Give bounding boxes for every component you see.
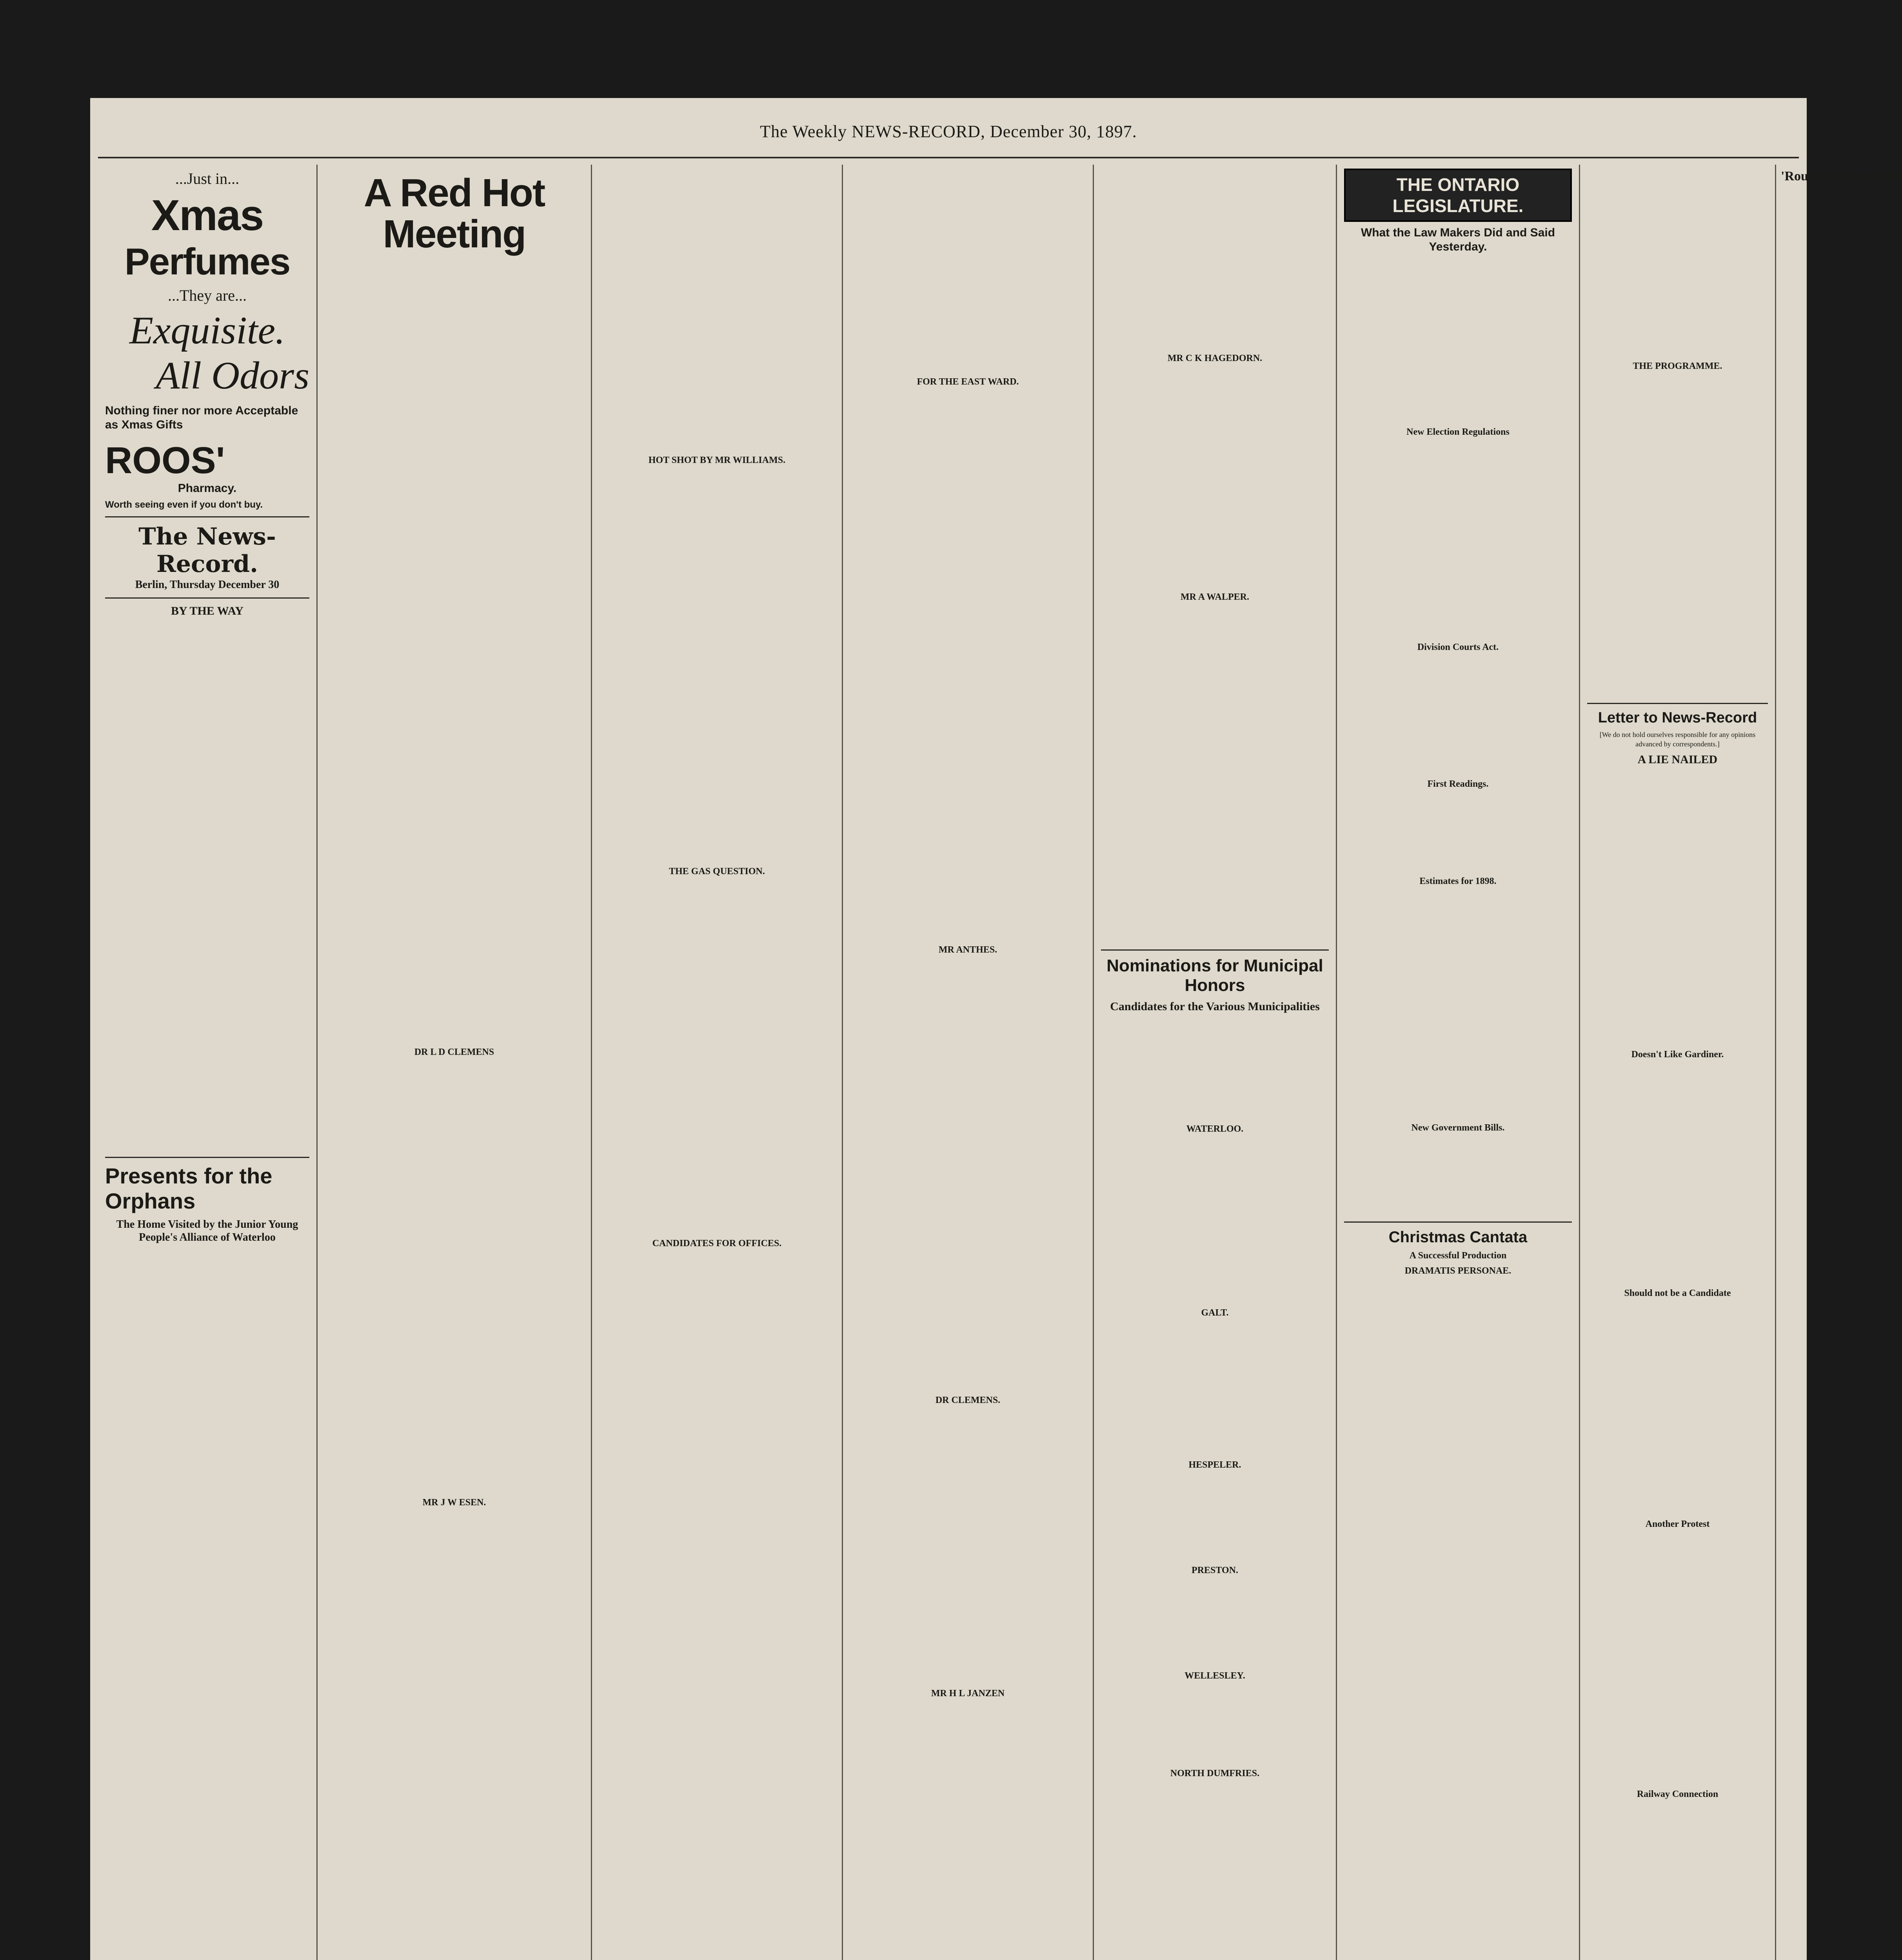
subheading: New Government Bills. (1411, 1123, 1505, 1133)
dramatis-heading: DRAMATIS PERSONAE. (1404, 1265, 1511, 1276)
body-text-block (850, 392, 1086, 940)
column-5 (1094, 165, 1337, 1960)
body-text-block (1344, 442, 1572, 638)
body-text-block (1344, 657, 1572, 775)
christmas-cantata-heading: Christmas Cantata (1388, 1228, 1528, 1246)
subheading: DR L D CLEMENS (414, 1047, 494, 1057)
divider (1344, 1221, 1572, 1223)
body-text-block (105, 1248, 309, 1960)
subheading: MR ANTHES. (938, 944, 997, 955)
roos-heading: ROOS' (105, 439, 225, 482)
body-text-block (1587, 1804, 1768, 1960)
body-text-block (599, 470, 835, 862)
body-text-block (1587, 1064, 1768, 1284)
body-text-block (1101, 1018, 1329, 1120)
perfumes-heading: Perfumes (124, 240, 290, 283)
worth-seeing-text: Worth seeing even if you don't buy. (105, 499, 263, 510)
body-text-block (1101, 1139, 1329, 1303)
body-text-block (1587, 1303, 1768, 1515)
column-7 (1580, 165, 1776, 1960)
orphans-subheading: The Home Visited by the Junior Young People's Alliance of Waterloo (116, 1218, 298, 1244)
subheading: First Readings. (1427, 779, 1489, 789)
subheading: MR H L JANZEN (931, 1688, 1005, 1699)
body-text-block (1344, 258, 1572, 423)
subheading: CANDIDATES FOR OFFICES. (652, 1238, 782, 1249)
ontario-legislature-banner: THE ONTARIO LEGISLATURE. (1344, 169, 1572, 222)
subheading: HOT SHOT BY MR WILLIAMS. (648, 455, 786, 465)
all-odors-heading: All Odors (156, 354, 309, 397)
body-text-block (1101, 1475, 1329, 1561)
subheading: Division Courts Act. (1417, 642, 1499, 652)
subheading: New Election Regulations (1406, 427, 1510, 437)
column-8 (1776, 165, 1902, 1960)
body-text-block (1344, 1138, 1572, 1216)
town-label: GALT. (1201, 1307, 1229, 1318)
body-text-block (1587, 376, 1768, 697)
they-are-label: ...They are... (167, 287, 247, 305)
subheading: FOR THE EAST WARD. (917, 377, 1019, 387)
body-text-block (850, 960, 1086, 1391)
body-text-block (325, 1062, 584, 1493)
paper-name: The News-Record. (138, 523, 276, 578)
column-4 (843, 165, 1094, 1960)
body-text-block (599, 881, 835, 1234)
divider (1587, 703, 1768, 704)
body-text-block (1344, 891, 1572, 1118)
body-text-block (1101, 1783, 1329, 1940)
subheading: MR A WALPER. (1181, 592, 1249, 602)
divider (105, 1157, 309, 1158)
subheading: DR CLEMENS. (935, 1395, 1001, 1405)
subheading: Estimates for 1898. (1419, 876, 1497, 887)
column-3 (592, 165, 843, 1960)
body-text-block (850, 169, 1086, 372)
lie-nailed-heading: A LIE NAILED (1637, 753, 1718, 766)
exquisite-heading: Exquisite. (129, 309, 285, 352)
subheading: Doesn't Like Gardiner. (1631, 1049, 1724, 1060)
red-hot-meeting-headline: A Red Hot Meeting (363, 171, 545, 256)
body-text-block (1587, 169, 1768, 357)
cantata-subheading: A Successful Production (1409, 1250, 1507, 1261)
body-text-block (599, 1253, 835, 1841)
nothing-finer-text: Nothing finer nor more Acceptable as Xmas Gifts (105, 404, 298, 432)
round-tea-table-heading: 'Round the Tea Table (1781, 169, 1902, 183)
body-text-block (1101, 1580, 1329, 1666)
column-6 (1337, 165, 1580, 1960)
letter-heading: Letter to News-Record (1598, 709, 1757, 726)
nominations-subheadline: Candidates for the Various Municipalities (1110, 1000, 1320, 1013)
body-text-block (1101, 1686, 1329, 1764)
xmas-heading: Xmas (151, 191, 263, 240)
divider (105, 597, 309, 599)
body-text-block (1101, 169, 1329, 349)
body-text-block (1781, 185, 1898, 1960)
body-text-block (599, 169, 835, 451)
body-text-block (1344, 1281, 1572, 1869)
column-2 (318, 165, 592, 1960)
body-text-block (1344, 793, 1572, 872)
town-label: PRESTON. (1192, 1565, 1238, 1576)
letter-note: [We do not hold ourselves responsible for any opinions advanced by correspondents.] (1599, 731, 1756, 748)
column-1 (98, 165, 318, 1960)
subheading: THE GAS QUESTION. (669, 866, 765, 877)
masthead: The Weekly NEWS-RECORD, December 30, 1897. (760, 122, 1137, 141)
body-text-block (1587, 771, 1768, 1045)
town-label: NORTH DUMFRIES. (1170, 1768, 1260, 1779)
body-text-block (1101, 368, 1329, 588)
body-text-block (1587, 1534, 1768, 1785)
body-text-block (850, 1703, 1086, 1960)
pharmacy-label: Pharmacy. (178, 481, 237, 495)
subheading: MR C K HAGEDORN. (1167, 353, 1263, 363)
just-in-label: ...Just in... (175, 170, 240, 187)
subheading: MR J W ESEN. (422, 1497, 486, 1508)
body-text-block (1101, 607, 1329, 944)
body-text-block (1101, 1322, 1329, 1455)
body-text-block (325, 1512, 584, 1960)
newspaper-page (90, 98, 1902, 1960)
top-rule (98, 157, 1799, 158)
subheading: Another Protest (1645, 1519, 1710, 1529)
divider (105, 516, 309, 517)
town-label: HESPELER. (1188, 1460, 1241, 1470)
body-text-block (105, 622, 309, 1151)
subheading: Railway Connection (1637, 1789, 1719, 1799)
town-label: WELLESLEY. (1184, 1670, 1245, 1681)
body-text-block (325, 259, 584, 1043)
body-text-block (850, 1410, 1086, 1684)
dateline: Berlin, Thursday December 30 (135, 578, 280, 591)
by-the-way-heading: BY THE WAY (171, 604, 244, 618)
town-label: WATERLOO. (1186, 1123, 1244, 1134)
orphans-heading: Presents for the Orphans (105, 1163, 272, 1214)
programme-heading: THE PROGRAMME. (1633, 361, 1722, 371)
subheading: Should not be a Candidate (1624, 1288, 1731, 1299)
divider (1101, 949, 1329, 951)
legislature-subheading: What the Law Makers Did and Said Yesterday. (1361, 226, 1555, 253)
nominations-headline: Nominations for Municipal Honors (1106, 956, 1323, 995)
